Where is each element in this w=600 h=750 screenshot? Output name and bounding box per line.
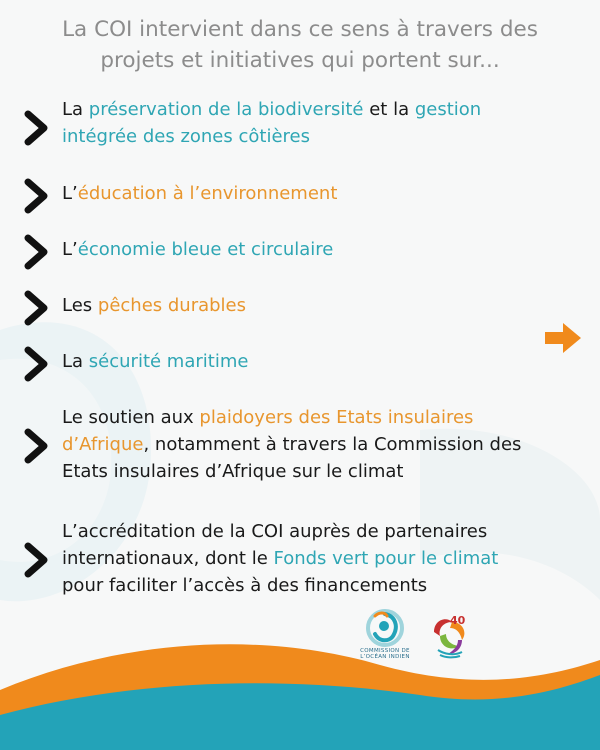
list-item-line bbox=[62, 431, 582, 458]
bottom-wave bbox=[0, 620, 600, 750]
highlight-segment: préservation de la biodiversité bbox=[88, 99, 364, 120]
list-item-text bbox=[62, 180, 582, 207]
highlight-segment: gestion bbox=[414, 99, 482, 120]
chevron-right-icon bbox=[22, 234, 52, 270]
text-segment: internationaux, dont le bbox=[62, 548, 274, 569]
text-segment: L’accréditation de la COI auprès de partenaires bbox=[62, 521, 488, 542]
highlight-segment: économie bleue et circulaire bbox=[77, 239, 334, 260]
text-segment: Les bbox=[62, 295, 98, 316]
chevron-right-icon bbox=[22, 428, 52, 464]
coi-logo-line-1: COMMISSION DE bbox=[360, 648, 410, 654]
headline-line-1: La COI intervient dans ce sens à travers des bbox=[62, 17, 538, 42]
coi-emblem-icon bbox=[365, 608, 405, 648]
list-item-line bbox=[62, 348, 582, 375]
text-segment: L’ bbox=[62, 183, 78, 204]
list-item-line bbox=[62, 518, 582, 545]
chevron-right-icon bbox=[22, 110, 52, 146]
chevron-right-icon bbox=[22, 178, 52, 214]
chevron-right-icon bbox=[22, 290, 52, 326]
text-segment: Le soutien aux bbox=[62, 407, 200, 428]
list-item-line bbox=[62, 236, 582, 263]
text-segment: Etats insulaires d’Afrique sur le climat bbox=[62, 461, 404, 482]
text-segment: L’ bbox=[62, 239, 78, 260]
highlight-segment: sécurité maritime bbox=[88, 351, 249, 372]
list-item-text bbox=[62, 348, 582, 375]
coi-logo-line-2: L’OCÉAN INDIEN bbox=[360, 654, 410, 660]
list-item-line bbox=[62, 180, 582, 207]
list-item-line bbox=[62, 96, 582, 123]
list-item-line bbox=[62, 292, 582, 319]
list-item-line bbox=[62, 123, 582, 150]
text-segment: La bbox=[62, 99, 89, 120]
list-item-text bbox=[62, 236, 582, 263]
highlight-segment: d’Afrique bbox=[62, 434, 144, 455]
headline bbox=[20, 14, 580, 76]
list-item-text bbox=[62, 404, 582, 485]
list-item-line bbox=[62, 572, 582, 599]
arrow-right-icon[interactable] bbox=[543, 321, 583, 355]
list-item-line bbox=[62, 404, 582, 431]
highlight-segment: pêches durables bbox=[97, 295, 247, 316]
text-segment: , notamment à travers la Commission des bbox=[143, 434, 522, 455]
coi-logo bbox=[355, 608, 415, 678]
text-segment: et la bbox=[363, 99, 415, 120]
highlight-segment: Fonds vert pour le climat bbox=[273, 548, 499, 569]
headline-line-2: projets et initiatives qui portent sur... bbox=[100, 48, 500, 73]
anniversary-number: 40 bbox=[450, 614, 466, 627]
highlight-segment: plaidoyers des Etats insulaires bbox=[199, 407, 474, 428]
highlight-segment: intégrée des zones côtières bbox=[62, 126, 310, 147]
highlight-segment: éducation à l’environnement bbox=[77, 183, 338, 204]
list-item-text bbox=[62, 518, 582, 599]
list-item-text bbox=[62, 96, 582, 150]
list-item-line bbox=[62, 545, 582, 572]
list-item-text bbox=[62, 292, 582, 319]
chevron-right-icon bbox=[22, 542, 52, 578]
chevron-right-icon bbox=[22, 346, 52, 382]
list-item-line bbox=[62, 458, 582, 485]
anniversary-logo bbox=[428, 610, 474, 660]
text-segment: La bbox=[62, 351, 89, 372]
text-segment: pour faciliter l’accès à des financements bbox=[62, 575, 428, 596]
